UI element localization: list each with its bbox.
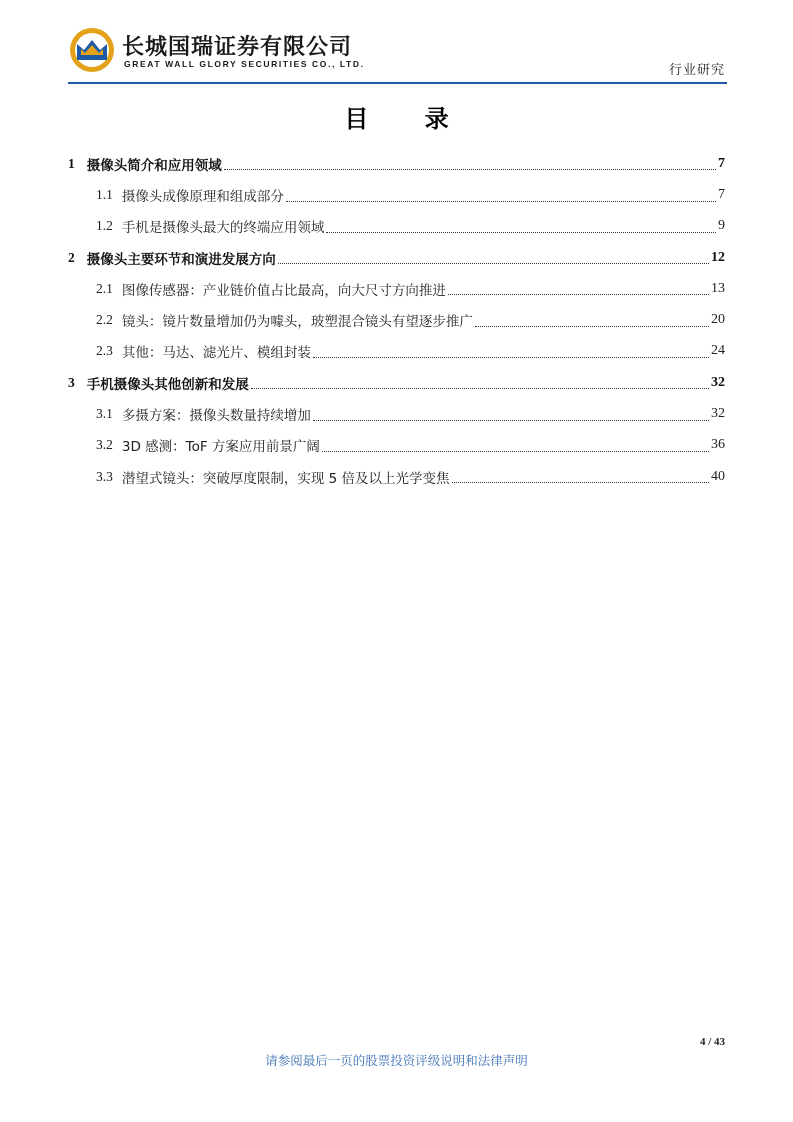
company-name-cn: 长城国瑞证券有限公司 bbox=[122, 35, 353, 60]
toc-entry-title: 摄像头简介和应用领域 bbox=[86, 157, 222, 174]
toc-entry-page: 36 bbox=[711, 437, 725, 453]
toc-dot-leader bbox=[278, 263, 709, 264]
toc-entry-number: 3.1 bbox=[96, 406, 113, 422]
toc-entry[interactable] bbox=[68, 430, 725, 461]
table-of-contents bbox=[68, 148, 725, 492]
toc-entry-number: 2.2 bbox=[96, 312, 113, 328]
toc-entry-page: 12 bbox=[711, 249, 725, 265]
toc-entry-title: 手机是摄像头最大的终端应用领域 bbox=[121, 220, 325, 237]
toc-entry-title: 镜头：镜片数量增加仍为噱头，玻塑混合镜头有望逐步推广 bbox=[121, 314, 473, 331]
toc-entry[interactable] bbox=[68, 398, 725, 429]
toc-entry-page: 40 bbox=[711, 468, 725, 484]
toc-entry[interactable] bbox=[68, 211, 725, 242]
toc-entry-page: 20 bbox=[711, 312, 725, 328]
page-number: 4 / 43 bbox=[699, 1036, 725, 1048]
toc-entry-title: 潜望式镜头：突破厚度限制，实现 5 倍及以上光学变焦 bbox=[121, 470, 450, 487]
toc-title: 目 录 bbox=[344, 105, 473, 133]
toc-entry[interactable] bbox=[68, 179, 725, 210]
toc-entry-number: 3.2 bbox=[96, 437, 113, 453]
toc-entry-number: 1.2 bbox=[96, 218, 113, 234]
toc-entry[interactable] bbox=[68, 304, 725, 335]
toc-entry-page: 24 bbox=[711, 343, 725, 359]
toc-entry-title: 摄像头主要环节和演进发展方向 bbox=[86, 251, 276, 268]
toc-entry-number: 1 bbox=[68, 155, 75, 171]
toc-dot-leader bbox=[313, 420, 709, 421]
toc-entry[interactable] bbox=[68, 242, 725, 273]
toc-dot-leader bbox=[448, 294, 709, 295]
toc-dot-leader bbox=[224, 169, 716, 170]
company-name-en: GREAT WALL GLORY SECURITIES CO., LTD. bbox=[124, 59, 365, 69]
toc-entry-title: 图像传感器：产业链价值占比最高，向大尺寸方向推进 bbox=[121, 282, 446, 299]
toc-entry-number: 3.3 bbox=[96, 468, 113, 484]
toc-entry-title: 手机摄像头其他创新和发展 bbox=[86, 376, 249, 393]
toc-dot-leader bbox=[313, 357, 709, 358]
toc-dot-leader bbox=[452, 482, 709, 483]
toc-dot-leader bbox=[251, 388, 709, 389]
toc-entry-title: 摄像头成像原理和组成部分 bbox=[121, 188, 284, 205]
toc-entry-page: 32 bbox=[711, 374, 725, 390]
toc-entry[interactable] bbox=[68, 148, 725, 179]
toc-entry-title: 多摄方案：摄像头数量持续增加 bbox=[121, 408, 311, 425]
header-divider bbox=[68, 82, 727, 84]
toc-entry[interactable] bbox=[68, 461, 725, 492]
toc-entry-title: 3D 感测：ToF 方案应用前景广阔 bbox=[121, 439, 320, 456]
toc-entry[interactable] bbox=[68, 367, 725, 398]
toc-entry[interactable] bbox=[68, 336, 725, 367]
toc-entry-title: 其他：马达、滤光片、模组封装 bbox=[121, 345, 311, 362]
toc-dot-leader bbox=[475, 326, 709, 327]
toc-entry-number: 2 bbox=[68, 249, 75, 265]
toc-entry-page: 32 bbox=[711, 406, 725, 422]
toc-entry-page: 13 bbox=[711, 280, 725, 296]
toc-entry[interactable] bbox=[68, 273, 725, 304]
toc-entry-page: 9 bbox=[718, 218, 725, 234]
toc-dot-leader bbox=[326, 232, 716, 233]
toc-entry-number: 2.3 bbox=[96, 343, 113, 359]
page-header bbox=[68, 22, 727, 86]
company-logo-icon bbox=[68, 26, 116, 74]
toc-dot-leader bbox=[322, 451, 709, 452]
report-category: 行业研究 bbox=[668, 63, 725, 78]
toc-entry-page: 7 bbox=[718, 186, 725, 202]
footer-disclaimer[interactable]: 请参阅最后一页的股票投资评级说明和法律声明 bbox=[265, 1053, 528, 1068]
toc-entry-number: 1.1 bbox=[96, 186, 113, 202]
toc-entry-number: 3 bbox=[68, 374, 75, 390]
toc-dot-leader bbox=[286, 201, 716, 202]
toc-entry-number: 2.1 bbox=[96, 280, 113, 296]
toc-entry-page: 7 bbox=[718, 155, 725, 171]
